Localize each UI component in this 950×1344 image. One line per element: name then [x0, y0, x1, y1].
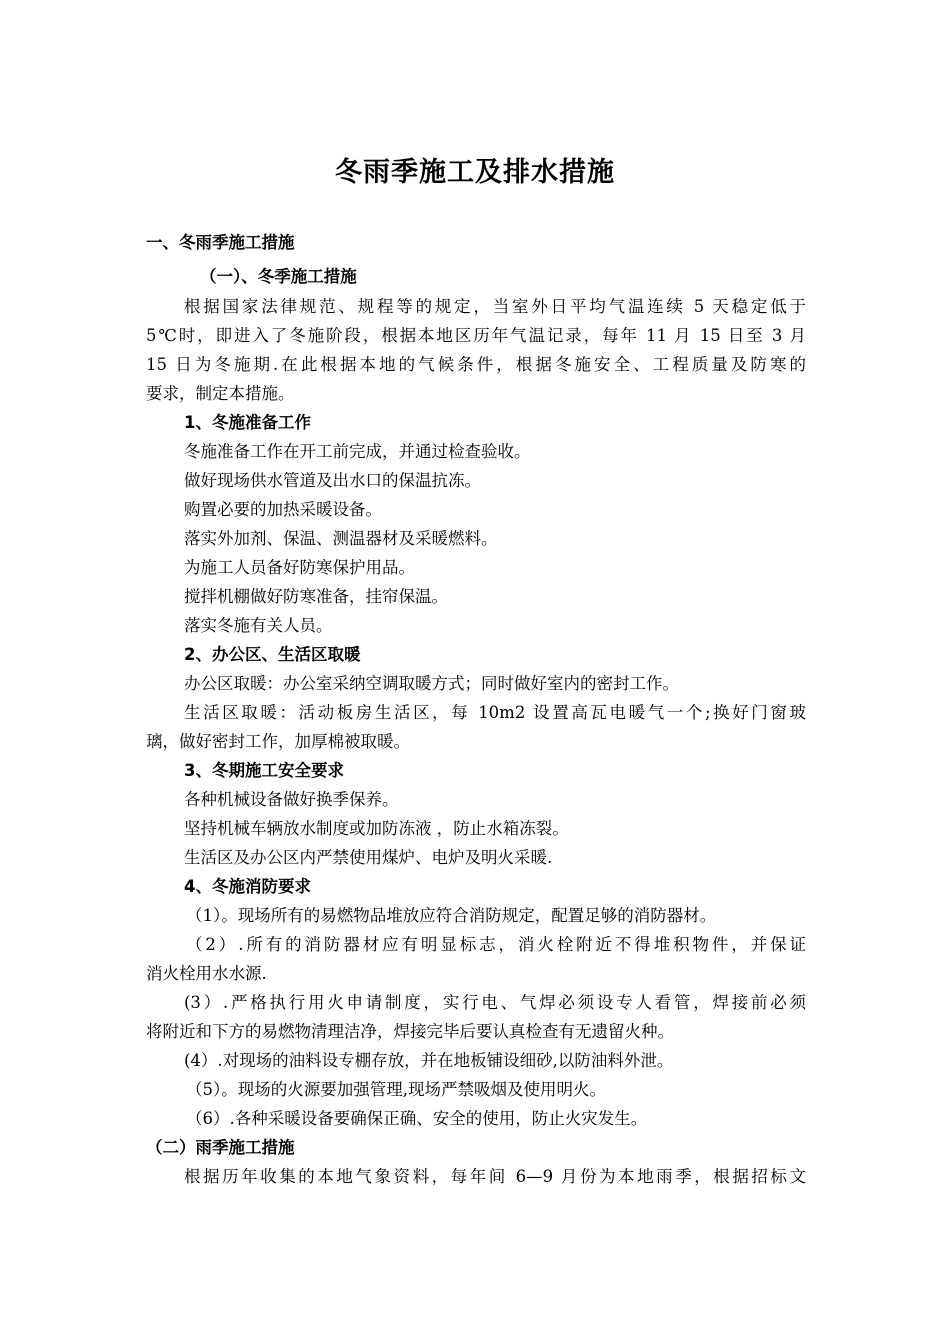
document-title: 冬雨季施工及排水措施 — [335, 157, 615, 188]
paragraph-line: 5℃时，即进入了冬施阶段，根据本地区历年气温记录，每年 11 月 15 日至 3 月 — [146, 326, 806, 345]
list-item: 生活区及办公区内严禁使用煤炉、电炉及明火采暖. — [184, 848, 553, 867]
item-heading-safety: 3、冬期施工安全要求 — [184, 761, 344, 780]
list-item: 璃，做好密封工作，加厚棉被取暖。 — [146, 732, 410, 751]
list-item: （2）.所有的消防器材应有明显标志，消火栓附近不得堆积物件，并保证 — [186, 935, 806, 954]
list-item: (4）.对现场的油料设专棚存放，并在地板铺设细砂,以防油料外泄。 — [184, 1051, 674, 1070]
list-item: 购置必要的加热采暖设备。 — [184, 500, 382, 519]
item-heading-heating: 2、办公区、生活区取暖 — [184, 645, 361, 664]
paragraph-line: 要求，制定本措施。 — [146, 384, 295, 403]
section-heading-winter-rain: 一、冬雨季施工措施 — [146, 233, 295, 252]
paragraph-line: 根据国家法律规范、规程等的规定，当室外日平均气温连续 5 天稳定低于 — [184, 297, 806, 316]
list-item: （6）.各种采暖设备要确保正确、安全的使用，防止火灾发生。 — [186, 1109, 648, 1128]
item-heading-winter-prep: 1、冬施准备工作 — [184, 413, 311, 432]
list-item: 搅拌机棚做好防寒准备，挂帘保温。 — [184, 587, 448, 606]
list-item: （5）。现场的火源要加强管理,现场严禁吸烟及使用明火。 — [186, 1080, 606, 1099]
list-item: 落实冬施有关人员。 — [184, 616, 333, 635]
subsection-heading-winter: （一）、冬季施工措施 — [200, 267, 357, 286]
list-item: 各种机械设备做好换季保养。 — [184, 790, 399, 809]
item-heading-fire: 4、冬施消防要求 — [184, 877, 311, 896]
list-item: （1）。现场所有的易燃物品堆放应符合消防规定，配置足够的消防器材。 — [186, 906, 717, 925]
list-item: (3）.严格执行用火申请制度，实行电、气焊必须设专人看管，焊接前必须 — [184, 993, 806, 1012]
list-item: 落实外加剂、保温、测温器材及采暖燃料。 — [184, 529, 498, 548]
list-item: 冬施准备工作在开工前完成，并通过检查验收。 — [184, 442, 531, 461]
list-item: 消火栓用水水源. — [146, 964, 267, 983]
list-item: 为施工人员备好防寒保护用品。 — [184, 558, 415, 577]
list-item: 坚持机械车辆放水制度或加防冻液 ，防止水箱冻裂。 — [184, 819, 569, 838]
list-item: 生活区取暖：活动板房生活区，每 10m2 设置高瓦电暖气一个;换好门窗玻 — [184, 703, 806, 722]
subsection-heading-rain: （二）雨季施工措施 — [146, 1138, 295, 1157]
list-item: 做好现场供水管道及出水口的保温抗冻。 — [184, 471, 481, 490]
paragraph-line: 根据历年收集的本地气象资料，每年间 6—9 月份为本地雨季，根据招标文 — [184, 1167, 806, 1186]
paragraph-line: 15 日为冬施期.在此根据本地的气候条件，根据冬施安全、工程质量及防寒的 — [146, 355, 806, 374]
list-item: 办公区取暖：办公室采纳空调取暖方式；同时做好室内的密封工作。 — [184, 674, 679, 693]
list-item: 将附近和下方的易燃物清理洁净，焊接完毕后要认真检查有无遗留火种。 — [146, 1022, 674, 1041]
